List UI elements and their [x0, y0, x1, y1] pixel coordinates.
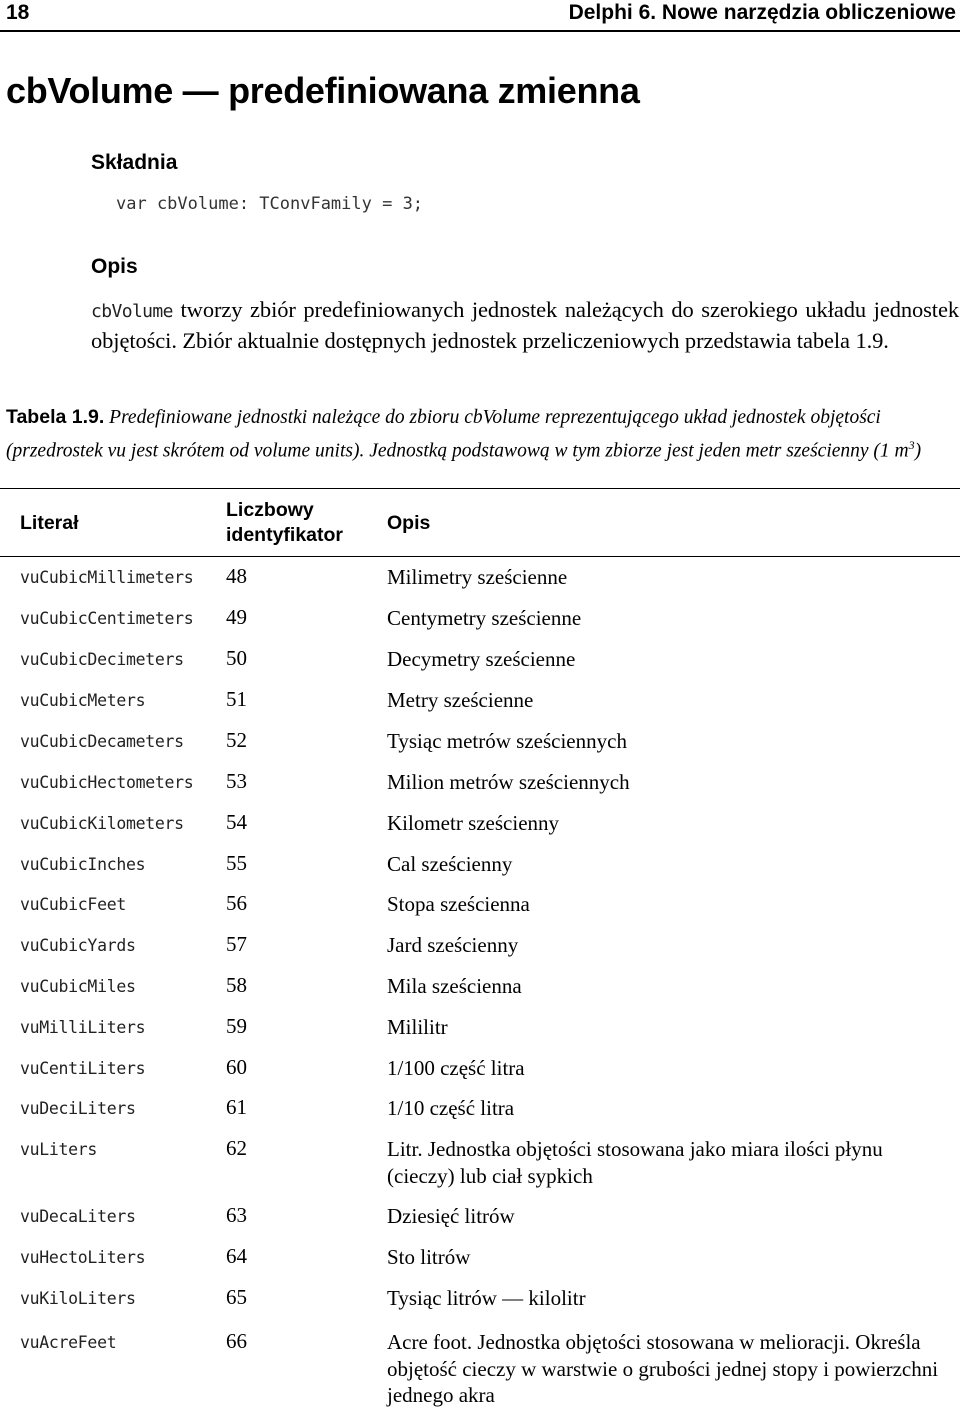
description-cell: Acre foot. Jednostka objętości stosowana w melioracji. Określa objętość cieczy w warstwie o grubości jednej stopy i powierzchni jednego akra: [387, 1330, 939, 1407]
id-cell: 59: [226, 1014, 247, 1038]
description-cell: Kilometr sześcienny: [387, 811, 560, 835]
id-cell: 56: [226, 891, 247, 915]
id-cell: 53: [226, 769, 247, 793]
page-title: cbVolume — predefiniowana zmienna: [6, 70, 640, 111]
literal-cell: vuKiloLiters: [20, 1289, 136, 1308]
id-cell: 66: [226, 1329, 247, 1353]
description-text: tworzy zbiór predefiniowanych jednostek należących do szerokiego układu jednostek objętości. Zbiór aktualnie dostępnych jednostek przeliczeniowych przedstawia tabela 1.9.: [91, 297, 959, 353]
id-cell: 58: [226, 973, 247, 997]
page-number: 18: [6, 1, 30, 24]
header-desc: Opis: [387, 512, 431, 534]
literal-cell: vuHectoLiters: [20, 1248, 146, 1267]
id-cell: 50: [226, 646, 247, 670]
id-cell: 57: [226, 932, 247, 956]
description-cell: Litr. Jednostka objętości stosowana jako miara ilości płynu (cieczy) lub ciał sypkich: [387, 1137, 883, 1188]
id-cell: 60: [226, 1055, 247, 1079]
description-paragraph: [91, 296, 959, 355]
literal-cell: vuCubicDecameters: [20, 732, 184, 751]
literal-cell: vuCubicKilometers: [20, 814, 184, 833]
caption-text: Predefiniowane jednostki należące do zbioru cbVolume reprezentującego układ jednostek objętości (przedrostek vu jest skrótem od volume units). Jednostką podstawową w tym zbiorze jest jeden metr sześcienny (1 m: [6, 407, 909, 461]
literal-cell: vuCubicHectometers: [20, 773, 194, 792]
id-cell: 54: [226, 810, 247, 834]
header-id: [226, 498, 343, 548]
syntax-heading: Składnia: [91, 151, 178, 174]
description-cell: Mila sześcienna: [387, 974, 522, 998]
literal-cell: vuCubicInches: [20, 855, 146, 874]
literal-cell: vuCubicMiles: [20, 977, 136, 996]
caption-end: ): [914, 440, 922, 461]
table-header-rule: [0, 556, 960, 557]
literal-cell: vuDecaLiters: [20, 1207, 136, 1226]
id-cell: 63: [226, 1203, 247, 1227]
header-literal: Literał: [20, 512, 79, 534]
literal-cell: vuCubicYards: [20, 936, 136, 955]
syntax-code: var cbVolume: TConvFamily = 3;: [116, 194, 424, 214]
literal-cell: vuDeciLiters: [20, 1099, 136, 1118]
description-cell: Dziesięć litrów: [387, 1204, 515, 1228]
literal-cell: vuCentiLiters: [20, 1059, 146, 1078]
id-cell: 65: [226, 1285, 247, 1309]
literal-cell: vuMilliLiters: [20, 1018, 146, 1037]
description-cell: Cal sześcienny: [387, 852, 513, 876]
description-cell: Milion metrów sześciennych: [387, 770, 630, 794]
id-cell: 61: [226, 1095, 247, 1119]
description-heading: Opis: [91, 255, 138, 278]
literal-cell: vuCubicMillimeters: [20, 568, 194, 587]
description-cell: Metry sześcienne: [387, 688, 534, 712]
description-cell: Milimetry sześcienne: [387, 565, 568, 589]
description-cell: Decymetry sześcienne: [387, 647, 576, 671]
literal-cell: vuAcreFeet: [20, 1333, 117, 1352]
literal-cell: vuCubicFeet: [20, 895, 126, 914]
description-mono-term: cbVolume: [91, 301, 173, 322]
running-title: Delphi 6. Nowe narzędzia obliczeniowe: [568, 1, 956, 24]
description-cell: Sto litrów: [387, 1245, 471, 1269]
description-cell: Centymetry sześcienne: [387, 606, 582, 630]
description-cell: Stopa sześcienna: [387, 892, 530, 916]
description-cell: 1/100 część litra: [387, 1056, 525, 1080]
caption-superscript: 3: [908, 437, 915, 452]
id-cell: 55: [226, 851, 247, 875]
literal-cell: vuCubicCentimeters: [20, 609, 194, 628]
page-header: [0, 0, 960, 32]
id-cell: 52: [226, 728, 247, 752]
description-cell: 1/10 część litra: [387, 1096, 515, 1120]
description-cell: Tysiąc metrów sześciennych: [387, 729, 627, 753]
id-cell: 64: [226, 1244, 247, 1268]
id-cell: 49: [226, 605, 247, 629]
description-cell: Tysiąc litrów — kilolitr: [387, 1286, 586, 1310]
table-top-rule: [0, 488, 960, 489]
literal-cell: vuLiters: [20, 1140, 98, 1159]
header-id-line2: identyfikator: [226, 524, 344, 546]
description-cell: Mililitr: [387, 1015, 448, 1039]
table-caption: [6, 404, 946, 465]
id-cell: 48: [226, 564, 247, 588]
caption-label: Tabela 1.9.: [6, 406, 105, 428]
id-cell: 62: [226, 1136, 247, 1160]
literal-cell: vuCubicMeters: [20, 691, 146, 710]
id-cell: 51: [226, 687, 247, 711]
header-id-line1: Liczbowy: [226, 499, 314, 521]
description-cell: Jard sześcienny: [387, 933, 519, 957]
literal-cell: vuCubicDecimeters: [20, 650, 184, 669]
